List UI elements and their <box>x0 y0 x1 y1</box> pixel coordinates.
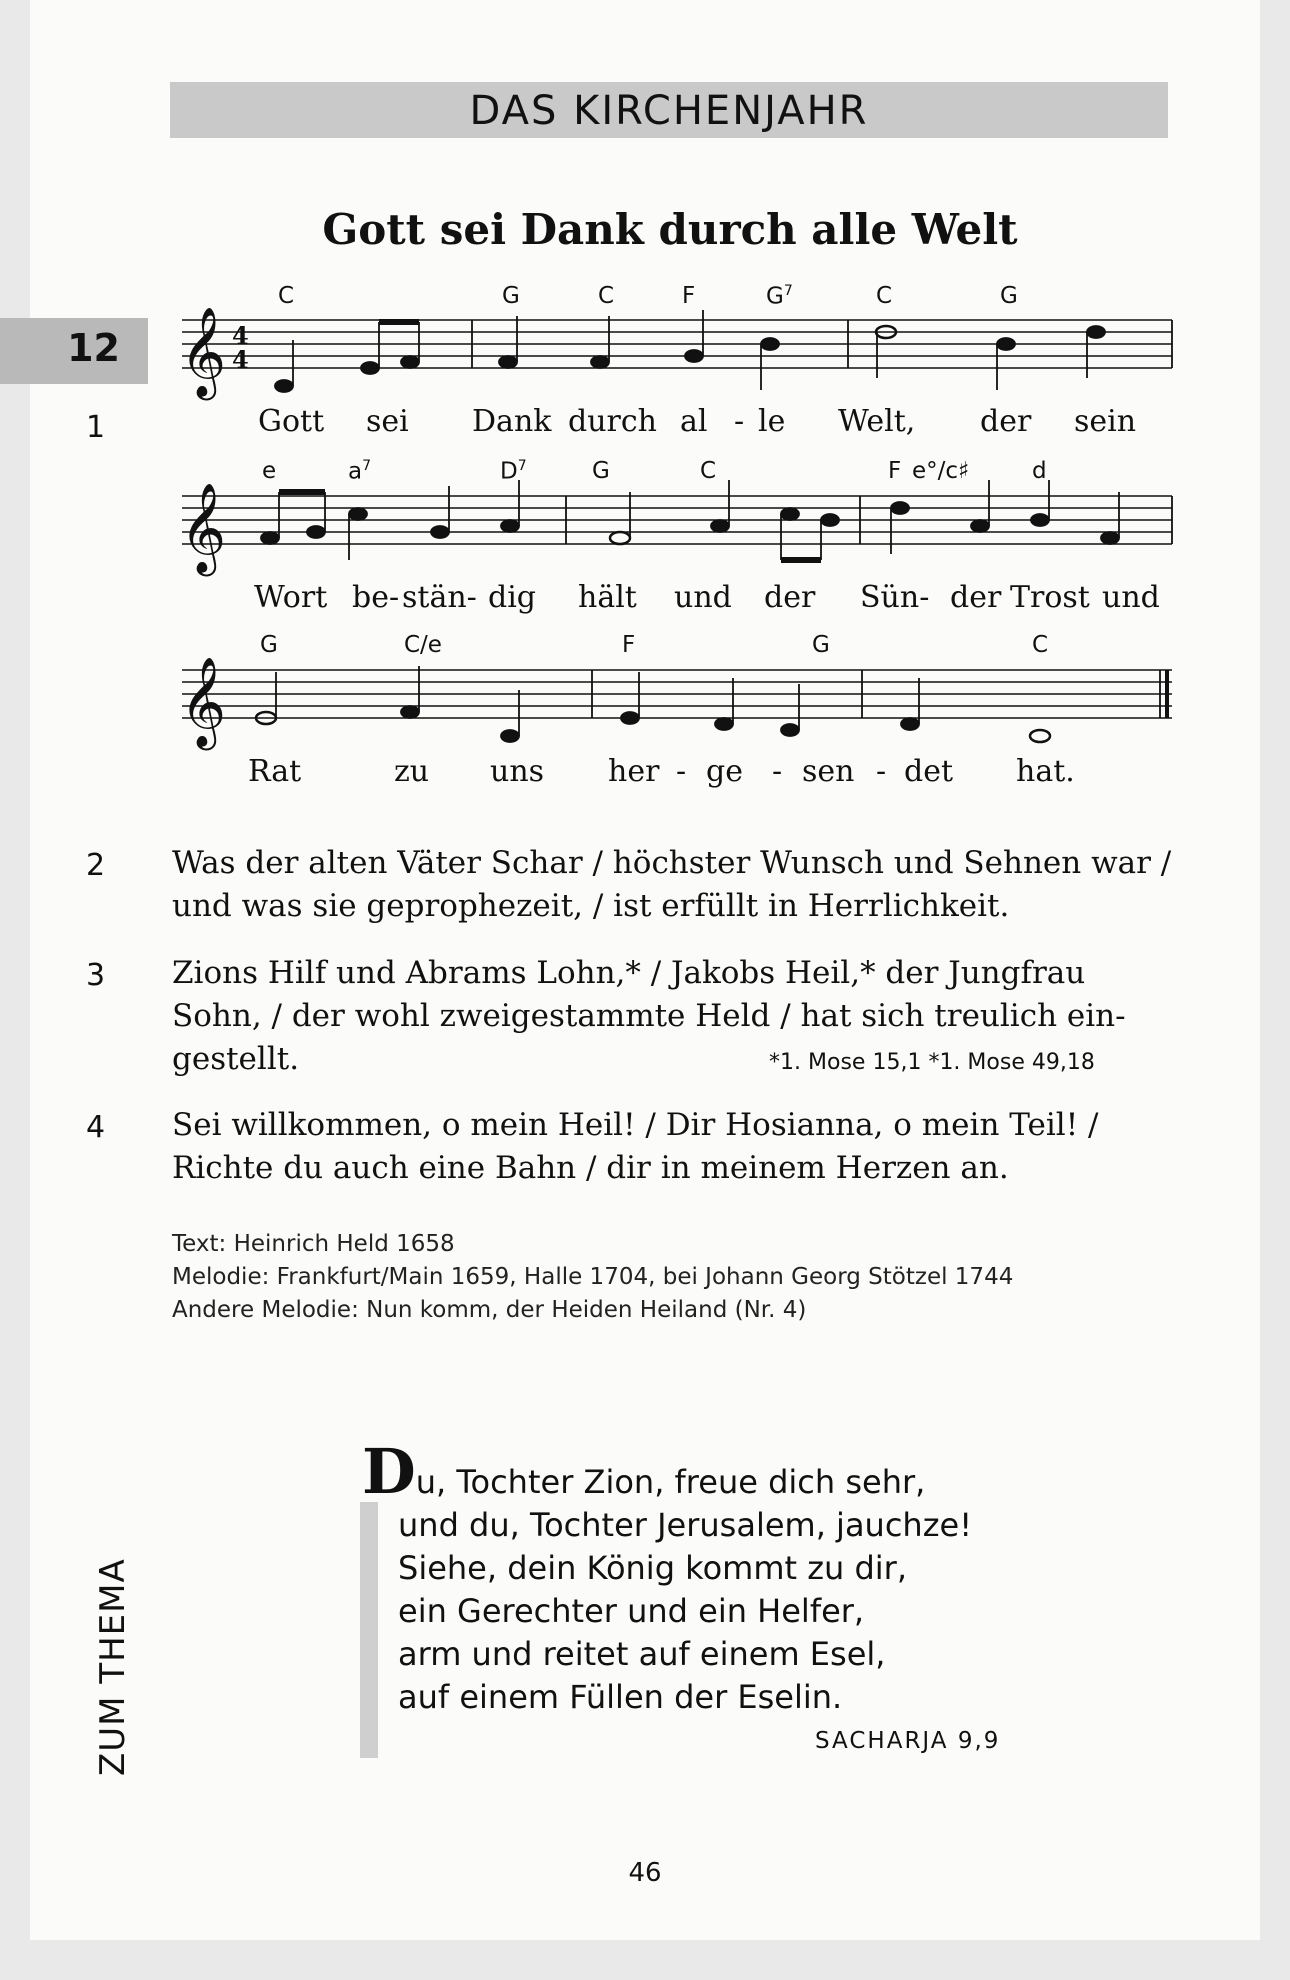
song-title: Gott sei Dank durch alle Welt <box>322 205 1018 254</box>
lyric: Trost <box>1010 580 1090 615</box>
verse-3 <box>172 952 1172 1084</box>
lyric: durch <box>568 404 657 439</box>
chord: C <box>278 283 295 309</box>
scripture-quote <box>362 1435 1062 1719</box>
side-label <box>93 1440 143 1780</box>
chord: G <box>502 283 520 309</box>
verse-number-2: 2 <box>86 848 106 883</box>
chord: F <box>622 632 636 658</box>
chord: C <box>598 283 615 309</box>
chord: e°/c♯ <box>912 458 970 484</box>
lyric: det <box>904 754 954 789</box>
quote-line: ein Gerechter und ein Helfer, <box>398 1592 865 1630</box>
lyric: hält <box>578 580 637 615</box>
quote-line: arm und reitet auf einem Esel, <box>398 1635 886 1673</box>
svg-text:4: 4 <box>232 321 249 350</box>
section-title: DAS KIRCHENJAHR <box>469 88 869 134</box>
chord: F <box>888 458 902 484</box>
verse-4 <box>172 1104 1172 1190</box>
lyric: sein <box>1074 404 1137 439</box>
verse-line: Was der alten Väter Schar / höchster Wunsch und Sehnen war / <box>172 845 1172 881</box>
lyric: sei <box>366 404 409 439</box>
lyric: - <box>876 754 887 789</box>
verse-line: Sohn, / der wohl zweigestammte Held / hat sich treulich ein- <box>172 998 1126 1034</box>
chord: C <box>876 283 893 309</box>
verse-line: und was sie geprophezeit, / ist erfüllt in Herrlichkeit. <box>172 888 1010 924</box>
svg-text:𝄞: 𝄞 <box>180 657 227 747</box>
lyric: Gott <box>258 404 325 439</box>
verse-number-3: 3 <box>86 958 106 993</box>
credits <box>172 1228 1172 1327</box>
chord: G <box>260 632 278 658</box>
credit-melody: Melodie: Frankfurt/Main 1659, Halle 1704, bei Johann Georg Stötzel 1744 <box>172 1264 1014 1290</box>
lyric: Wort <box>254 580 328 615</box>
lyric: und <box>674 580 732 615</box>
chord-g7: $G^7$ <box>766 283 793 310</box>
lyric: Rat <box>248 754 302 789</box>
lyric: dig <box>488 580 537 615</box>
quote-reference: SACHARJA 9,9 <box>815 1728 1001 1754</box>
chord-d7: $D^7$ <box>500 458 527 485</box>
chord-a7: $a^7$ <box>348 458 372 485</box>
lyric: - <box>734 404 745 439</box>
chord: G <box>592 458 610 484</box>
svg-text:4: 4 <box>232 345 249 374</box>
song-number: 12 <box>67 326 120 370</box>
lyric: stän- <box>402 580 477 615</box>
credit-text: Text: Heinrich Held 1658 <box>172 1231 455 1257</box>
svg-text:𝄞: 𝄞 <box>180 307 227 397</box>
drop-cap: D <box>362 1435 416 1508</box>
lyric: der <box>980 404 1032 439</box>
lyric: her <box>608 754 660 789</box>
verse-2 <box>172 842 1172 928</box>
lyric: Dank <box>472 404 552 439</box>
quote-line: Siehe, dein König kommt zu dir, <box>398 1549 907 1587</box>
lyric: uns <box>490 754 545 789</box>
lyric: be- <box>352 580 400 615</box>
side-label-text: ZUM THEMA <box>93 1558 133 1776</box>
verse-line: Zions Hilf und Abrams Lohn,* / Jakobs Heil,* der Jungfrau <box>172 955 1086 991</box>
lyric: Sün- <box>860 580 930 615</box>
chord: C <box>700 458 717 484</box>
lyric: Welt, <box>838 404 916 439</box>
quote-line: und du, Tochter Jerusalem, jauchze! <box>398 1506 973 1544</box>
quote-line: auf einem Füllen der Eselin. <box>398 1678 843 1716</box>
credit-alt-melody: Andere Melodie: Nun komm, der Heiden Heiland (Nr. 4) <box>172 1297 807 1323</box>
verse-number-1: 1 <box>86 410 106 445</box>
verse-line: Richte du auch eine Bahn / dir in meinem Herzen an. <box>172 1150 1009 1186</box>
svg-text:𝄞: 𝄞 <box>180 483 227 573</box>
staff-lines <box>182 320 1172 718</box>
lyric: der <box>950 580 1002 615</box>
chord: C/e <box>404 632 442 658</box>
lyric: und <box>1102 580 1160 615</box>
verse-line: gestellt. *1. Mose 15,1 *1. Mose 49,18 <box>172 1041 1095 1077</box>
lyric: der <box>764 580 816 615</box>
chord: d <box>1032 458 1047 484</box>
lyric: sen <box>802 754 855 789</box>
lyric: zu <box>394 754 430 789</box>
notes <box>256 310 1119 742</box>
verse-number-4: 4 <box>86 1110 106 1145</box>
clefs-and-meter <box>180 307 249 751</box>
page-number: 46 <box>628 1858 662 1888</box>
chord: G <box>812 632 830 658</box>
lyric: le <box>758 404 786 439</box>
lyric: - <box>676 754 687 789</box>
chord: C <box>1032 632 1049 658</box>
verse-line: Sei willkommen, o mein Heil! / Dir Hosianna, o mein Teil! / <box>172 1107 1099 1143</box>
chord: e <box>262 458 277 484</box>
chord: F <box>682 283 696 309</box>
quote-first-line: Du, Tochter Zion, freue dich sehr, <box>362 1435 926 1508</box>
footnote: *1. Mose 15,1 *1. Mose 49,18 <box>769 1050 1095 1075</box>
lyric: hat. <box>1016 754 1075 789</box>
lyric: - <box>772 754 783 789</box>
chord: G <box>1000 283 1018 309</box>
lyric: al <box>680 404 708 439</box>
lyric: ge <box>706 754 743 789</box>
